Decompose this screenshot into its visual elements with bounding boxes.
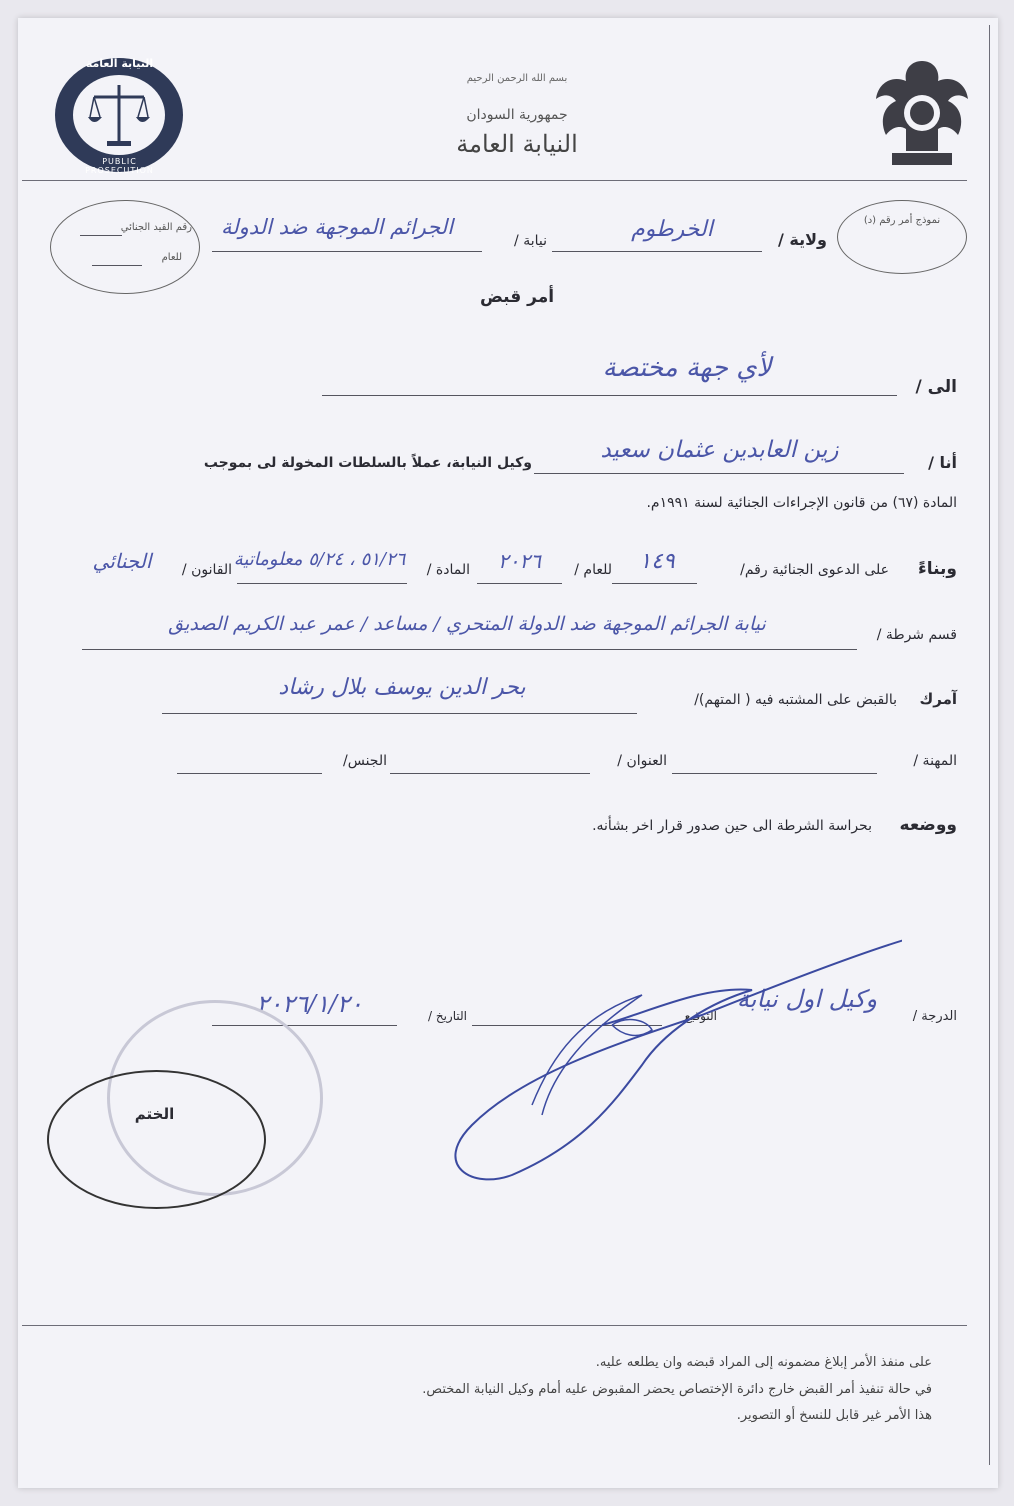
law-label: القانون / [181, 562, 232, 578]
secretary-bird-emblem-icon [872, 53, 972, 173]
order-text: بالقبض على المشتبه فيه ( المتهم)/ [694, 692, 897, 708]
signature-scribble [282, 905, 902, 1205]
state-value: الخرطوم [631, 217, 713, 242]
authority-sentence: وكيل النيابة، عملاً بالسلطات المخولة لى بموجب [203, 455, 532, 471]
form-number-oval [837, 200, 967, 274]
form-frame [22, 25, 1002, 1465]
rank-label: الدرجة / [912, 1009, 957, 1024]
police-line [82, 649, 857, 650]
i-value: زين العابدين عثمان سعيد [600, 437, 839, 463]
registry-number-line [80, 235, 122, 236]
year-label: للعام / [574, 562, 612, 578]
footer-divider [22, 1325, 967, 1326]
case-number-value: ١٤٩ [639, 549, 675, 574]
state-line [552, 251, 762, 252]
i-line [534, 473, 904, 474]
law-value: الجنائي [92, 549, 152, 573]
rank-value: وكيل اول نيابة [736, 985, 878, 1013]
year-line [477, 583, 562, 584]
job-label: المهنة / [913, 753, 957, 769]
header-divider [22, 180, 967, 181]
form-number-label: نموذج أمر رقم (د) [863, 215, 941, 226]
prosecution-line [212, 251, 482, 252]
nationality-label: الجنس/ [343, 753, 387, 769]
document-title: أمر قبض [479, 287, 555, 307]
state-label: ولاية / [778, 230, 827, 249]
address-line [390, 773, 590, 774]
article-value: ٥١/٢٦ ، ٥/٢٤ معلوماتية [233, 549, 406, 570]
to-line [322, 395, 897, 396]
nationality-line [177, 773, 322, 774]
order-label: آمرك [919, 690, 957, 708]
article-label: المادة / [426, 562, 470, 578]
based-text: على الدعوى الجنائية رقم/ [740, 562, 889, 578]
public-prosecution-logo [52, 55, 187, 175]
case-number-line [612, 583, 697, 584]
address-label: العنوان / [617, 753, 667, 769]
basmala: بسم الله الرحمن الرحيم [466, 73, 568, 84]
stamp-label: الختم [134, 1105, 175, 1123]
year-value: ٢٠٢٦ [498, 549, 541, 573]
date-value: ٢٠٢٦/١/٢٠ [256, 990, 363, 1018]
place-text: بحراسة الشرطة الى حين صدور قرار اخر بشأنه. [592, 818, 872, 834]
to-value: لأي جهة مختصة [602, 353, 772, 383]
sudan-emblem [872, 53, 972, 173]
country-name: جمهورية السودان [466, 107, 568, 123]
place-label: ووضعه [899, 815, 957, 835]
registry-number-label: رقم القيد الجنائي [120, 222, 192, 233]
footer-note-2: في حالة تنفيذ أمر القبض خارج دائرة الإختصاص يحضر المقبوض عليه أمام وكيل النيابة المختص. [422, 1382, 932, 1397]
registry-year-line [92, 265, 142, 266]
order-line [162, 713, 637, 714]
i-label: أنا / [928, 453, 957, 472]
stamp-oval [47, 1070, 266, 1209]
date-label: التاريخ / [427, 1009, 467, 1023]
legal-basis-sentence: المادة (٦٧) من قانون الإجراءات الجنائية لسنة ١٩٩١م. [646, 495, 957, 511]
logo-english-text: PUBLIC PROSECUTION [85, 157, 154, 175]
registry-oval [50, 200, 200, 294]
prosecution-value: الجرائم الموجهة ضد الدولة [220, 215, 454, 239]
based-label: وبناءً [918, 559, 957, 579]
logo-arabic-text: النيابة العامة [85, 57, 154, 70]
footer-note-3: هذا الأمر غير قابل للنسخ أو التصوير. [736, 1408, 932, 1423]
order-value: بحر الدين يوسف بلال رشاد [278, 675, 526, 700]
police-label: قسم شرطة / [876, 627, 957, 643]
article-line [237, 583, 407, 584]
job-line [672, 773, 877, 774]
signature-label: التوقيع [684, 1009, 717, 1023]
to-label: الى / [915, 377, 957, 397]
authority-name: النيابة العامة [456, 130, 578, 158]
police-value: نيابة الجرائم الموجهة ضد الدولة المتحري / مساعد / عمر عبد الكريم الصديق [168, 613, 766, 635]
prosecution-label: نيابة / [514, 233, 547, 249]
registry-year-label: للعام [161, 252, 182, 263]
footer-note-1: على منفذ الأمر إبلاغ مضمونه إلى المراد قبضه وان يطلعه عليه. [595, 1355, 932, 1370]
right-border [989, 25, 990, 1465]
